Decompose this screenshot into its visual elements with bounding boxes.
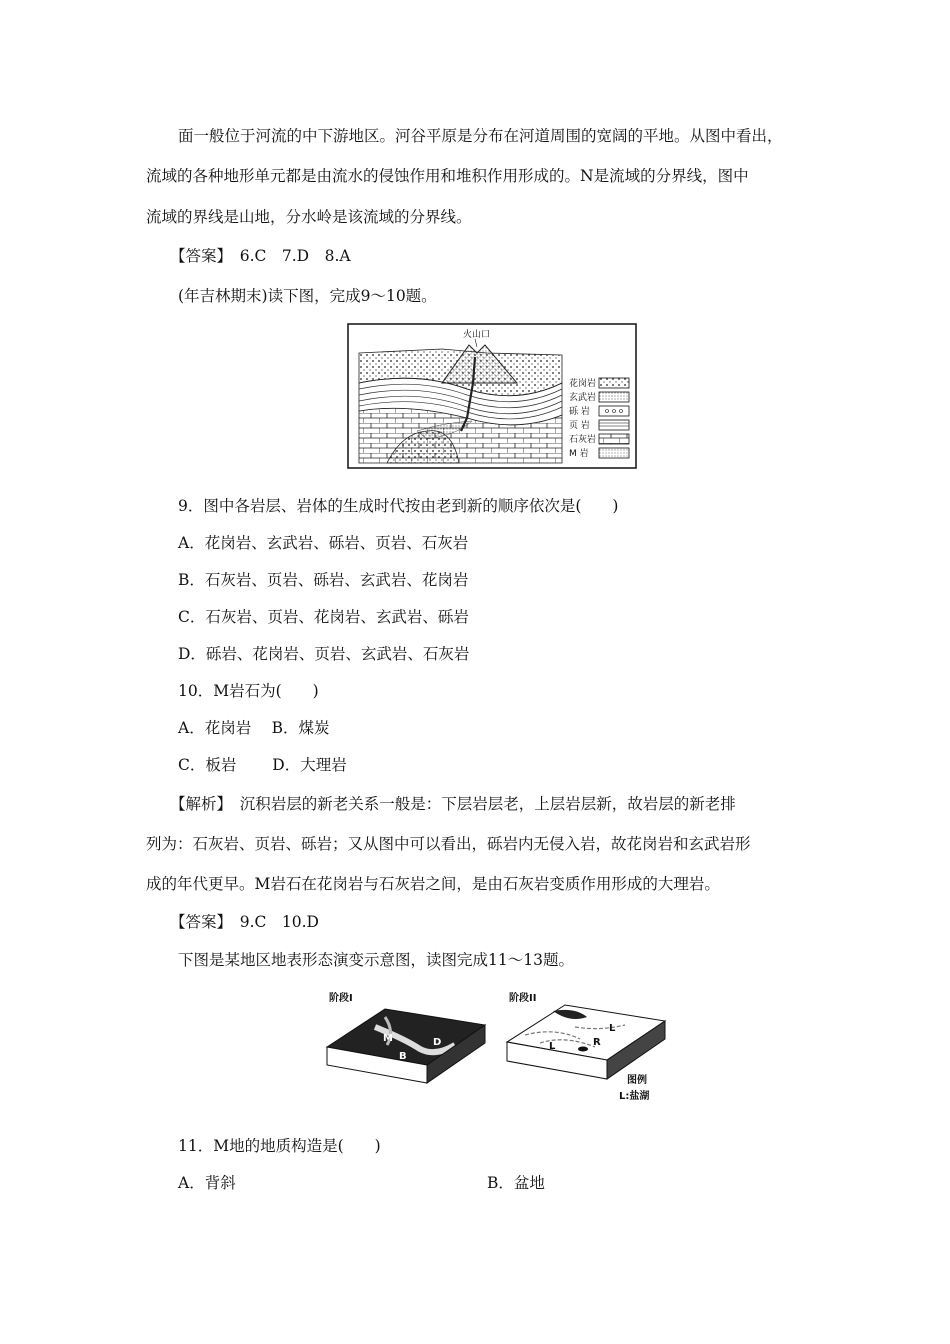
stage-2-block (507, 991, 665, 1102)
text-line: 流域的界线是山地，分水岭是该流域的分界线。 (146, 208, 472, 226)
legend-shale: 页 岩 (569, 421, 590, 431)
stage-1-mark-m: M (383, 1033, 393, 1044)
stage-1-mark-d: D (433, 1037, 442, 1048)
option-9d: D．砾岩、花岗岩、页岩、玄武岩、石灰岩 (178, 645, 470, 663)
option-11b: B．盆地 (487, 1174, 545, 1192)
option-9b: B．石灰岩、页岩、砾岩、玄武岩、花岗岩 (178, 571, 469, 589)
text-line: 流域的各种地形单元都是由流水的侵蚀作用和堆积作用形成的。N是流域的分界线，图中 (146, 167, 749, 185)
stage-2-mark-r: R (593, 1037, 601, 1048)
legend-conglomerate: 砾 岩 (569, 407, 590, 417)
question-10: 10．M岩石为( ) (178, 682, 319, 700)
question-11: 11．M地的地质构造是( ) (178, 1137, 381, 1155)
answer-line: 【答案】 6.C 7.D 8.A (170, 247, 351, 265)
legend-limestone: 石灰岩 (569, 435, 597, 445)
analysis-line: 【解析】 沉积岩层的新老关系一般是：下层岩层老，上层岩层新，故岩层的新老排 (170, 795, 736, 813)
option-9a: A．花岗岩、玄武岩、砾岩、页岩、石灰岩 (178, 534, 469, 552)
stage-1-block (327, 991, 485, 1083)
question-intro: 下图是某地区地表形态演变示意图，读图完成11～13题。 (178, 951, 574, 969)
answer-line: 【答案】 9.C 10.D (170, 913, 319, 931)
legend-m-rock: M 岩 (569, 449, 589, 459)
stage-2-mark-l2: L (609, 1023, 616, 1034)
stage-1-label: 阶段I (329, 993, 353, 1004)
option-10ab: A．花岗岩 B．煤炭 (178, 719, 330, 737)
stage-1-mark-b: B (399, 1051, 407, 1062)
geologic-section-figure (347, 323, 637, 469)
analysis-line: 列为：石灰岩、页岩、砾岩；又从图中可以看出，砾岩内无侵入岩，故花岗岩和玄武岩形 (146, 835, 751, 853)
question-9: 9．图中各岩层、岩体的生成时代按由老到新的顺序依次是( ) (178, 497, 619, 515)
option-10cd: C．板岩 D．大理岩 (178, 756, 347, 774)
legend-basalt: 玄武岩 (569, 393, 597, 403)
legend-salt-lake: L:盐湖 (619, 1091, 650, 1102)
legend-granite: 花岗岩 (569, 379, 597, 389)
legend-title: 图例 (627, 1075, 647, 1086)
option-11a: A．背斜 (178, 1174, 236, 1192)
landform-evolution-figure (325, 987, 675, 1109)
option-9c: C．石灰岩、页岩、花岗岩、玄武岩、砾岩 (178, 608, 469, 626)
text-line: 面一般位于河流的中下游地区。河谷平原是分布在河道周围的宽阔的平地。从图中看出， (178, 127, 783, 145)
stage-2-mark-l1: L (549, 1041, 556, 1052)
question-intro: (年吉林期末)读下图，完成9～10题。 (178, 287, 437, 305)
analysis-line: 成的年代更早。M岩石在花岗岩与石灰岩之间，是由石灰岩变质作用形成的大理岩。 (146, 875, 720, 893)
crater-label: 火山口 (463, 330, 491, 340)
stage-2-label: 阶段II (509, 993, 537, 1004)
